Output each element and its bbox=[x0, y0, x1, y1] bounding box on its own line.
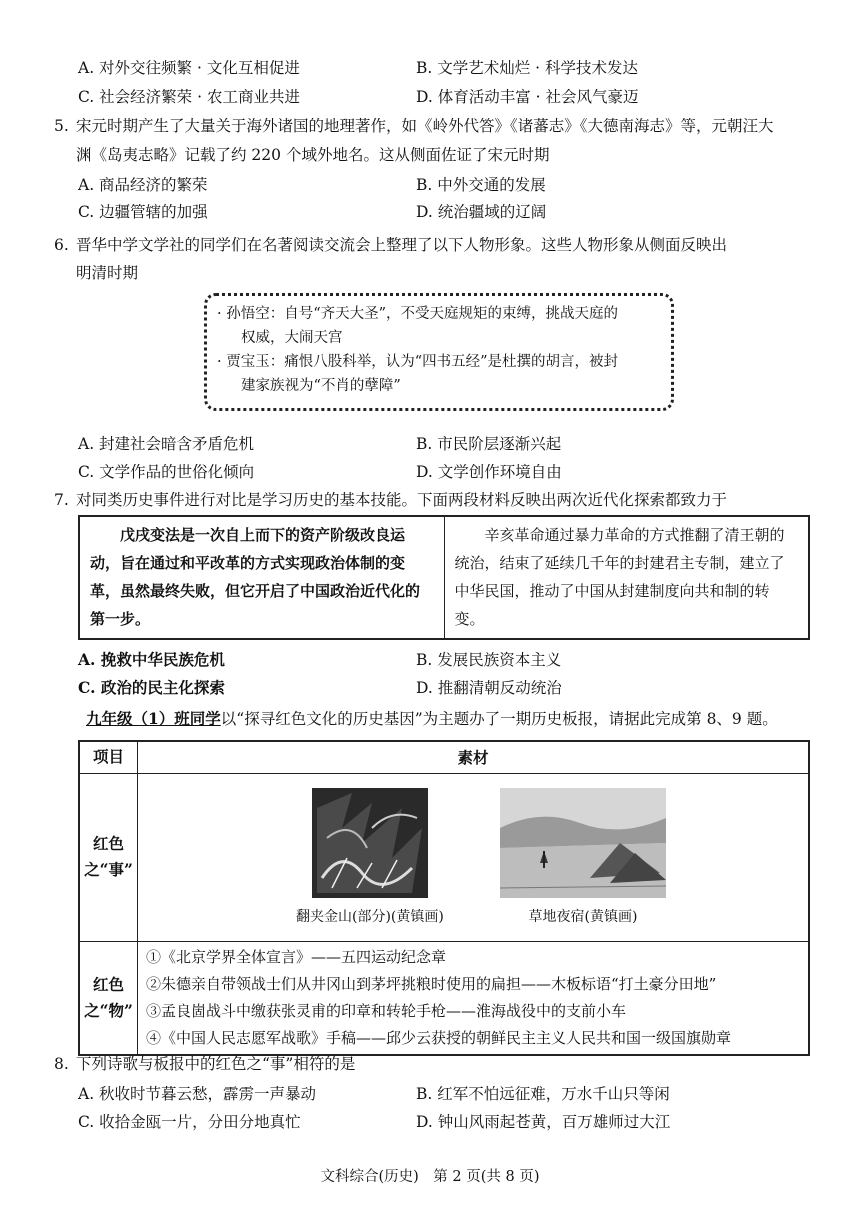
q7-materials-table bbox=[78, 515, 810, 640]
board-row-events-label bbox=[79, 773, 138, 941]
object-item-4: ④《中国人民志愿军战歌》手稿——邱少云获授的朝鲜民主主义人民共和国一级国旗勋章 bbox=[146, 1028, 732, 1047]
q4-option-d: D. 体育活动丰富 · 社会风气豪迈 bbox=[416, 88, 639, 106]
q6-line1: 晋华中学文学社的同学们在名著阅读交流会上整理了以下人物形象。这些人物形象从侧面反映出 bbox=[76, 236, 728, 254]
figure-caodi-yesu bbox=[500, 788, 666, 926]
q8-number: 8. bbox=[54, 1055, 69, 1073]
q4-option-c: C. 社会经济繁荣 · 农工商业共进 bbox=[78, 88, 300, 106]
q8-option-d: D. 钟山风雨起苍黄，百万雄师过大江 bbox=[416, 1113, 671, 1131]
q5-option-b: B. 中外交通的发展 bbox=[416, 176, 546, 194]
object-item-3: ③孟良崮战斗中缴获张灵甫的印章和转轮手枪——淮海战役中的支前小车 bbox=[146, 1001, 627, 1020]
q6-number: 6. bbox=[54, 236, 69, 254]
q7-option-a: A. 挽救中华民族危机 bbox=[78, 650, 225, 669]
character-jiabaoyu-l2: 建家族视为“不肖的孽障” bbox=[241, 378, 401, 394]
q8-option-b: B. 红军不怕远征难，万水千山只等闲 bbox=[416, 1085, 670, 1103]
q5-option-a: A. 商品经济的繁荣 bbox=[78, 176, 208, 194]
q5-stem bbox=[54, 112, 814, 140]
figure-jiajinshan bbox=[296, 788, 444, 926]
character-sunwukong-l1: · 孙悟空：自号“齐天大圣”，不受天庭规矩的束缚，挑战天庭的 bbox=[217, 306, 619, 322]
q4-option-b: B. 文学艺术灿烂 · 科学技术发达 bbox=[416, 59, 639, 77]
board-row-objects-items bbox=[138, 941, 810, 1055]
q7-material-xinhai: 辛亥革命通过暴力革命的方式推翻了清王朝的统治，结束了延续几千年的封建君主专制，建立了中华民国，推动了中国从封建制度向共和制的转变。 bbox=[444, 517, 809, 638]
q5-option-c: C. 边疆管辖的加强 bbox=[78, 203, 208, 221]
fig1-caption: 翻夹金山(部分)(黄镇画) bbox=[296, 909, 444, 925]
board-row-events-images bbox=[138, 773, 810, 941]
caodi-yesu-painting-image bbox=[500, 788, 666, 898]
q8-option-c: C. 收拾金瓯一片，分田分地真忙 bbox=[78, 1113, 301, 1131]
q7-option-c: C. 政治的民主化探索 bbox=[78, 678, 225, 697]
q6-option-d: D. 文学创作环境自由 bbox=[416, 463, 562, 481]
q8-option-a: A. 秋收时节暮云愁，霹雳一声暴动 bbox=[78, 1085, 317, 1103]
q7-line1: 对同类历史事件进行对比是学习历史的基本技能。下面两段材料反映出两次近代化探索都致力于 bbox=[76, 491, 728, 509]
board-intro-text: 以“探寻红色文化的历史基因”为主题办了一期历史板报，请据此完成第 8、9 题。 bbox=[220, 710, 778, 728]
q7-option-b: B. 发展民族资本主义 bbox=[416, 651, 562, 669]
board-row-events bbox=[79, 773, 809, 941]
board-header-row bbox=[79, 741, 809, 773]
q5-line1: 宋元时期产生了大量关于海外诸国的地理著作，如《岭外代答》《诸蕃志》《大德南海志》等，元朝汪大 bbox=[76, 117, 774, 135]
q8-stem bbox=[54, 1050, 814, 1078]
q5-line2: 渊《岛夷志略》记载了约 220 个域外地名。这从侧面佐证了宋元时期 bbox=[76, 146, 550, 164]
row2-label-line2: 之“物” bbox=[84, 1000, 133, 1020]
row1-label-line2: 之“事” bbox=[84, 860, 133, 879]
object-item-2: ②朱德亲自带领战士们从井冈山到茅坪挑粮时使用的扁担——木板标语“打土豪分田地” bbox=[146, 974, 717, 993]
q5-number: 5. bbox=[54, 117, 69, 135]
page-footer: 文科综合(历史) 第 2 页(共 8 页) bbox=[320, 1169, 540, 1185]
q7-option-d: D. 推翻清朝反动统治 bbox=[416, 679, 562, 697]
board-header-material: 素材 bbox=[138, 741, 810, 773]
q4-option-a: A. 对外交往频繁 · 文化互相促进 bbox=[78, 59, 300, 77]
q5-option-d: D. 统治疆域的辽阔 bbox=[416, 203, 547, 221]
character-jiabaoyu-l1: · 贾宝玉：痛恨八股科举，认为“四书五经”是杜撰的胡言，被封 bbox=[217, 354, 619, 370]
q6-option-c: C. 文学作品的世俗化倾向 bbox=[78, 463, 255, 481]
board-header-item: 项目 bbox=[79, 741, 138, 773]
board-row-objects-label bbox=[79, 941, 138, 1055]
board-intro bbox=[86, 707, 778, 731]
character-sunwukong-l2: 权威，大闹天宫 bbox=[241, 330, 343, 346]
q7-stem bbox=[54, 486, 814, 514]
q7-number: 7. bbox=[54, 491, 69, 509]
q7-material-wuxu: 戊戌变法是一次自上而下的资产阶级改良运动，旨在通过和平改革的方式实现政治体制的变革，虽然最终失败，但它开启了中国政治近代化的第一步。 bbox=[90, 526, 421, 628]
character-box bbox=[204, 293, 674, 411]
board-row-objects bbox=[79, 941, 809, 1055]
q6-option-b: B. 市民阶层逐渐兴起 bbox=[416, 435, 562, 453]
board-intro-class: 九年级（1）班同学 bbox=[86, 709, 221, 728]
q8-line1: 下列诗歌与板报中的红色之“事”相符的是 bbox=[76, 1055, 356, 1073]
row2-label-line1: 红色 bbox=[92, 974, 124, 994]
q6-option-a: A. 封建社会暗含矛盾危机 bbox=[78, 435, 255, 453]
row1-label-line1: 红色 bbox=[92, 834, 124, 853]
object-item-1: ①《北京学界全体宣言》——五四运动纪念章 bbox=[146, 947, 447, 966]
fig2-caption: 草地夜宿(黄镇画) bbox=[528, 909, 638, 925]
history-board-table bbox=[78, 740, 810, 1056]
q6-line2: 明清时期 bbox=[76, 264, 139, 282]
q6-stem bbox=[54, 231, 814, 259]
jiajinshan-painting-image bbox=[312, 788, 428, 898]
